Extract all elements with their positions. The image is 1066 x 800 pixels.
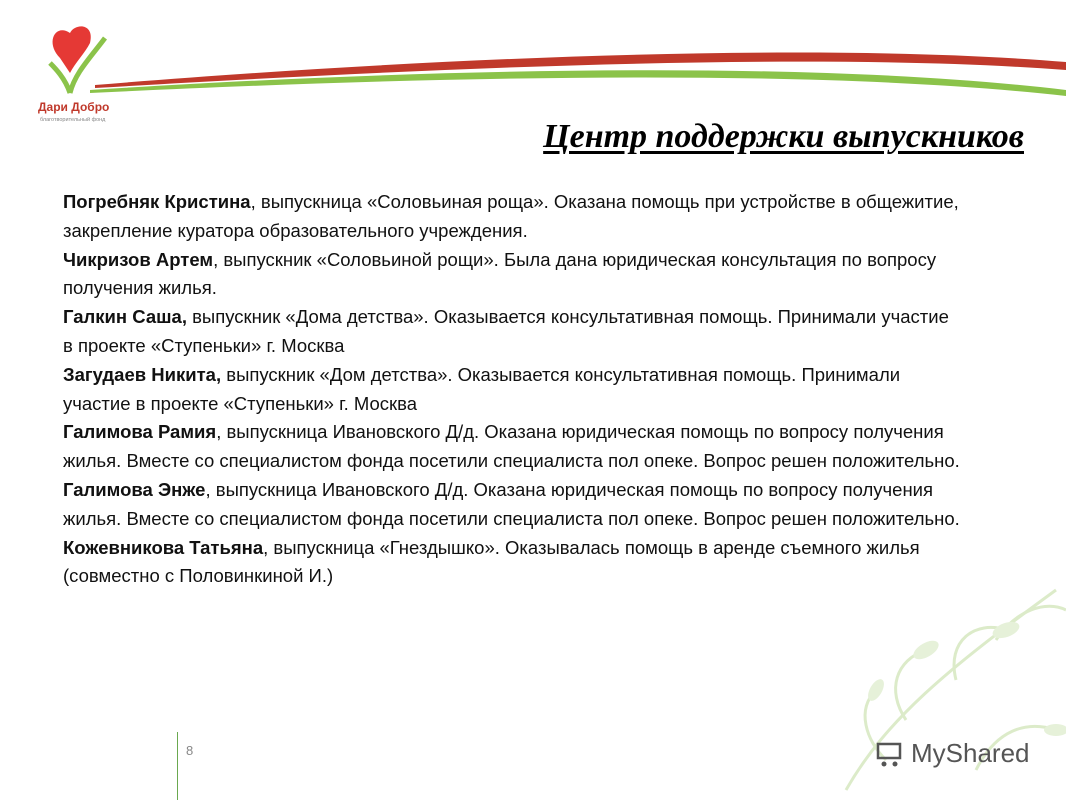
watermark-text: MyShared (911, 738, 1030, 768)
footer-divider (177, 732, 178, 800)
entry (63, 246, 963, 304)
watermark (875, 738, 1030, 769)
entry-text: выпускник «Дом детства». Оказывается консультативная помощь. Принимали участие в проекте «Ступеньки» г. Москва (63, 363, 901, 414)
entry-text: , выпускница «Гнездышко». Оказывалась помощь в аренде съемного жилья (совместно с Половинкиной И.) (63, 536, 920, 587)
entry-name: Галимова Энже (63, 478, 206, 500)
cart-icon (875, 739, 905, 769)
entry-name: Погребняк Кристина (63, 191, 251, 212)
entry (63, 418, 963, 476)
entry-text: выпускник «Дома детства». Оказывается консультативная помощь. Принимали участие в проекте «Ступеньки» г. Москва (63, 306, 949, 356)
entry-text: , выпускница «Соловьиная роща». Оказана помощь при устройстве в общежитие, закрепление куратора образовательного учреждения. (63, 191, 959, 241)
entry-text: , выпускник «Соловьиной рощи». Была дана юридическая консультация по вопросу получения жилья. (63, 248, 937, 299)
entry-name: Кожевникова Татьяна (63, 536, 264, 558)
entry-name: Загудаев Никита, (63, 363, 222, 385)
logo-subtitle: благотворительный фонд (40, 117, 106, 123)
entry-text: , выпускница Ивановского Д/д. Оказана юридическая помощь по вопросу получения жилья. Вместе со специалистом фонда посетили специалиста пол опеке. Вопрос решен положительно. (63, 421, 960, 472)
entry-name: Галимова Рамия (63, 421, 217, 443)
page-title: Центр поддержки выпускников (543, 118, 1024, 155)
entry-name: Галкин Саша, (63, 306, 187, 328)
entry (63, 303, 963, 361)
entry-name: Чикризов Артем (63, 248, 214, 270)
logo-name: Дари Добро (38, 100, 110, 114)
entry (63, 361, 963, 419)
page-number: 8 (186, 743, 194, 758)
entry-text: , выпускница Ивановского Д/д. Оказана юридическая помощь по вопросу получения жилья. Вместе со специалистом фонда посетили специалиста пол опеке. Вопрос решен положительно. (63, 478, 960, 529)
entry (63, 188, 963, 246)
